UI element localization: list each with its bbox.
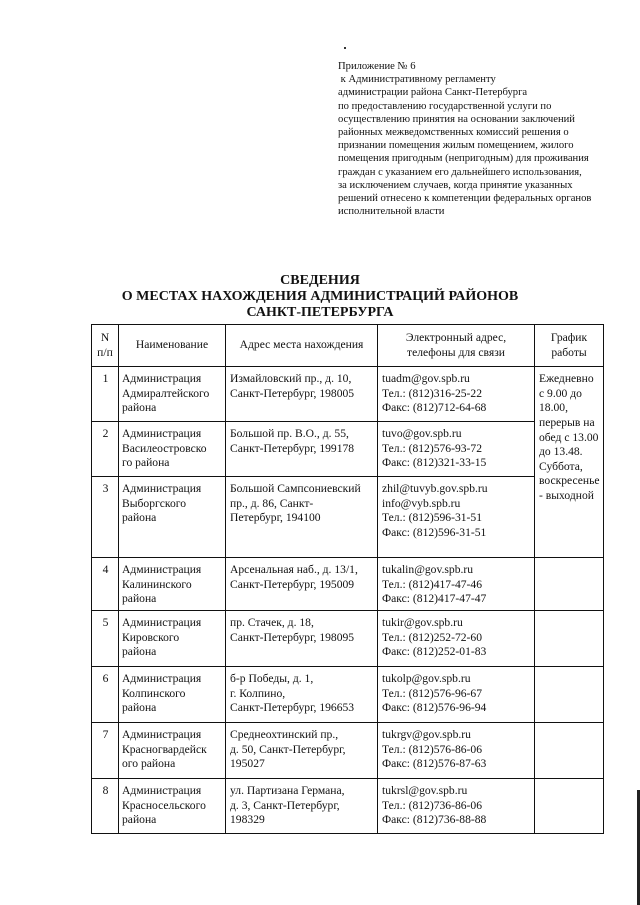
row-address: Большой пр. В.О., д. 55, Санкт-Петербург, 199178 [226, 422, 378, 477]
table-row [92, 723, 604, 779]
appendix-line: исполнительной власти [338, 206, 445, 218]
row-name: Администрация Красносельского района [119, 779, 226, 834]
header-contacts: Электронный адрес, телефоны для связи [378, 325, 535, 367]
row-address: Большой Сампсониевский пр., д. 86, Санкт- Петербург, 194100 [226, 477, 378, 558]
email-link: tuadm@gov.spb.ru [382, 372, 470, 386]
email-link: tukolp@gov.spb.ru [382, 672, 471, 686]
table-header-row [92, 325, 604, 367]
title-line-2: О МЕСТАХ НАХОЖДЕНИЯ АДМИНИСТРАЦИЙ РАЙОНОВ [121, 289, 519, 304]
row-contacts: tukalin@gov.spb.ru Тел.: (812)417-47-46 Факс: (812)417-47-47 [378, 558, 535, 611]
row-name: Администрация Василеостровско го района [119, 422, 226, 477]
email-link: zhil@tuvyb.gov.spb.ru [382, 482, 488, 496]
row-contacts: zhil@tuvyb.gov.spb.ru info@vyb.spb.ru Тел.: (812)596-31-51 Факс: (812)596-31-51 [378, 477, 535, 558]
row-address: пр. Стачек, д. 18, Санкт-Петербург, 198095 [226, 611, 378, 667]
row-address: ул. Партизана Германа, д. 3, Санкт-Петербург, 198329 [226, 779, 378, 834]
table-row [92, 477, 604, 558]
appendix-line: решений отнесено к компетенции федеральных органов [338, 193, 592, 205]
table-row [92, 611, 604, 667]
row-number: 3 [92, 477, 119, 558]
email-link: tukir@gov.spb.ru [382, 616, 463, 630]
email-link: tukrgv@gov.spb.ru [382, 728, 471, 742]
row-name: Администрация Кировского района [119, 611, 226, 667]
header-number: N п/п [92, 325, 119, 367]
appendix-line: районных межведомственных комиссий решения о [338, 127, 569, 139]
title-line-3: САНКТ-ПЕТЕРБУРГА [246, 305, 394, 320]
row-number: 4 [92, 558, 119, 611]
email-link: tuvo@gov.spb.ru [382, 427, 462, 441]
row-number: 6 [92, 667, 119, 723]
appendix-line: администрации района Санкт-Петербурга [338, 87, 528, 99]
table-row [92, 558, 604, 611]
row-contacts: tukrsl@gov.spb.ru Тел.: (812)736-86-06 Факс: (812)736-88-88 [378, 779, 535, 834]
row-contacts: tukir@gov.spb.ru Тел.: (812)252-72-60 Факс: (812)252-01-83 [378, 611, 535, 667]
schedule-empty-cell [535, 723, 604, 779]
schedule-cell: Ежедневно с 9.00 до 18.00, перерыв на обед с 13.00 до 13.48. Суббота, воскресенье - выходной [535, 367, 604, 558]
row-name: Администрация Красногвардейск ого района [119, 723, 226, 779]
row-number: 8 [92, 779, 119, 834]
row-number: 2 [92, 422, 119, 477]
appendix-line: граждан с указанием его дальнейшего использования, [338, 166, 582, 178]
header-schedule: График работы [535, 325, 604, 367]
scan-speck [344, 47, 346, 49]
row-number: 1 [92, 367, 119, 422]
row-name: Администрация Выборгского района [119, 477, 226, 558]
row-address: Арсенальная наб., д. 13/1, Санкт-Петербург, 195009 [226, 558, 378, 611]
table-row [92, 367, 604, 422]
row-number: 7 [92, 723, 119, 779]
row-contacts: tukrgv@gov.spb.ru Тел.: (812)576-86-06 Факс: (812)576-87-63 [378, 723, 535, 779]
row-name: Администрация Калининского района [119, 558, 226, 611]
row-address: Измайловский пр., д. 10, Санкт-Петербург, 198005 [226, 367, 378, 422]
appendix-line: осуществлению принятия на основании заключений [338, 113, 575, 125]
row-contacts: tukolp@gov.spb.ru Тел.: (812)576-96-67 Факс: (812)576-96-94 [378, 667, 535, 723]
district-administrations-table [91, 324, 604, 834]
schedule-empty-cell [535, 667, 604, 723]
appendix-line: признании помещения жилым помещением, жилого [338, 140, 574, 152]
table-row [92, 779, 604, 834]
appendix-line: к Административному регламенту [338, 74, 496, 86]
row-name: Администрация Адмиралтейского района [119, 367, 226, 422]
appendix-line: по предоставлению государственной услуги по [338, 100, 552, 112]
row-contacts: tuadm@gov.spb.ru Тел.: (812)316-25-22 Факс: (812)712-64-68 [378, 367, 535, 422]
header-name: Наименование [119, 325, 226, 367]
table-row [92, 422, 604, 477]
header-address: Адрес места нахождения [226, 325, 378, 367]
row-number: 5 [92, 611, 119, 667]
email-link: info@vyb.spb.ru [382, 496, 461, 510]
document-title [0, 273, 640, 321]
email-link: tukrsl@gov.spb.ru [382, 784, 468, 798]
row-contacts: tuvo@gov.spb.ru Тел.: (812)576-93-72 Факс: (812)321-33-15 [378, 422, 535, 477]
appendix-line: помещения пригодным (непригодным) для проживания [338, 153, 589, 165]
appendix-note [338, 60, 608, 218]
row-address: б-р Победы, д. 1, г. Колпино, Санкт-Петербург, 196653 [226, 667, 378, 723]
table-row [92, 667, 604, 723]
row-name: Администрация Колпинского района [119, 667, 226, 723]
appendix-line: за исключением случаев, когда принятие указанных [338, 179, 573, 191]
schedule-empty-cell [535, 611, 604, 667]
schedule-empty-cell [535, 558, 604, 611]
schedule-empty-cell [535, 779, 604, 834]
email-link: tukalin@gov.spb.ru [382, 563, 474, 577]
appendix-line: Приложение № 6 [338, 61, 416, 72]
title-line-1: СВЕДЕНИЯ [280, 273, 360, 288]
row-address: Среднеохтинский пр., д. 50, Санкт-Петербург, 195027 [226, 723, 378, 779]
